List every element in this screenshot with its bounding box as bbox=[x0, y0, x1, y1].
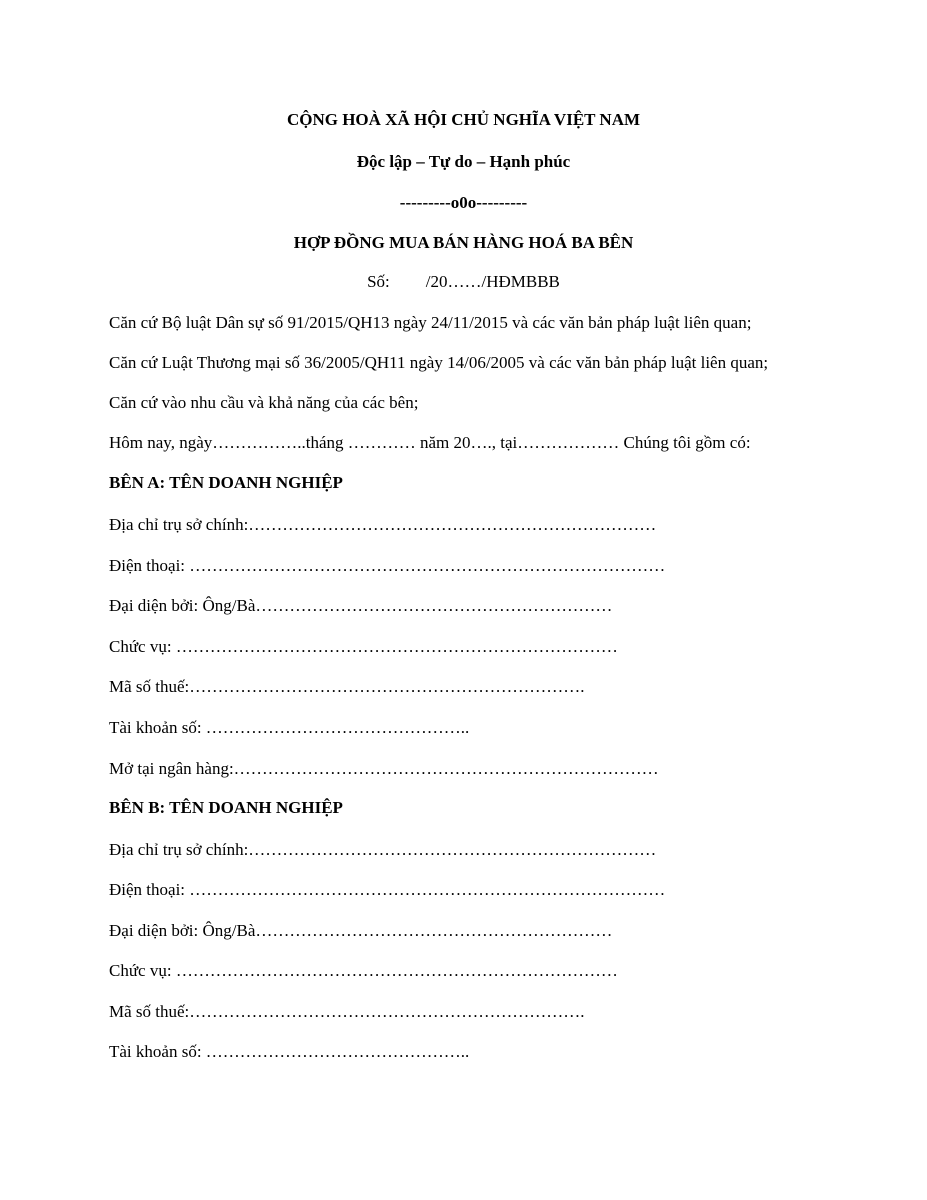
party-b-heading: BÊN B: TÊN DOANH NGHIỆP bbox=[109, 798, 343, 817]
party-b-representative: Đại diện bởi: Ông/Bà……………………………………………………… bbox=[109, 921, 613, 940]
party-b-phone: Điện thoại: ………………………………………………………………………… bbox=[109, 880, 666, 899]
national-title: CỘNG HOÀ XÃ HỘI CHỦ NGHĨA VIỆT NAM bbox=[286, 110, 641, 129]
legal-basis-civil-code: Căn cứ Bộ luật Dân sự số 91/2015/QH13 ngày 24/11/2015 và các văn bản pháp luật liên quan; bbox=[109, 313, 752, 332]
party-b-tax-code: Mã số thuế:……………………………………………………………. bbox=[109, 1002, 585, 1021]
contract-number-value: /20……/HĐMBBB bbox=[425, 272, 560, 291]
date-place-line: Hôm nay, ngày……………..tháng ………… năm 20…., tại……………… Chúng tôi gồm có: bbox=[109, 433, 751, 452]
party-a-address: Địa chỉ trụ sở chính:……………………………………………………………… bbox=[109, 515, 657, 534]
party-a-account: Tài khoản số: ……………………………………….. bbox=[109, 718, 470, 737]
separator: ---------o0o--------- bbox=[399, 193, 528, 212]
legal-basis-needs: Căn cứ vào nhu cầu và khả năng của các bên; bbox=[109, 393, 419, 412]
contract-title: HỢP ĐỒNG MUA BÁN HÀNG HOÁ BA BÊN bbox=[293, 233, 634, 252]
party-a-position: Chức vụ: …………………………………………………………………… bbox=[109, 637, 618, 656]
party-a-tax-code: Mã số thuế:……………………………………………………………. bbox=[109, 677, 585, 696]
party-a-bank: Mở tại ngân hàng:………………………………………………………………… bbox=[109, 759, 659, 778]
party-a-phone: Điện thoại: ………………………………………………………………………… bbox=[109, 556, 666, 575]
contract-number-label: Số: bbox=[367, 272, 390, 291]
party-a-representative: Đại diện bởi: Ông/Bà……………………………………………………… bbox=[109, 596, 613, 615]
party-b-position: Chức vụ: …………………………………………………………………… bbox=[109, 961, 618, 980]
contract-number bbox=[0, 272, 927, 292]
party-b-account: Tài khoản số: ……………………………………….. bbox=[109, 1042, 470, 1061]
party-b-address: Địa chỉ trụ sở chính:……………………………………………………………… bbox=[109, 840, 657, 859]
legal-basis-commercial-law: Căn cứ Luật Thương mại số 36/2005/QH11 ngày 14/06/2005 và các văn bản pháp luật liên quan; bbox=[109, 353, 769, 372]
national-motto: Độc lập – Tự do – Hạnh phúc bbox=[356, 152, 571, 171]
party-a-heading: BÊN A: TÊN DOANH NGHIỆP bbox=[109, 473, 343, 492]
